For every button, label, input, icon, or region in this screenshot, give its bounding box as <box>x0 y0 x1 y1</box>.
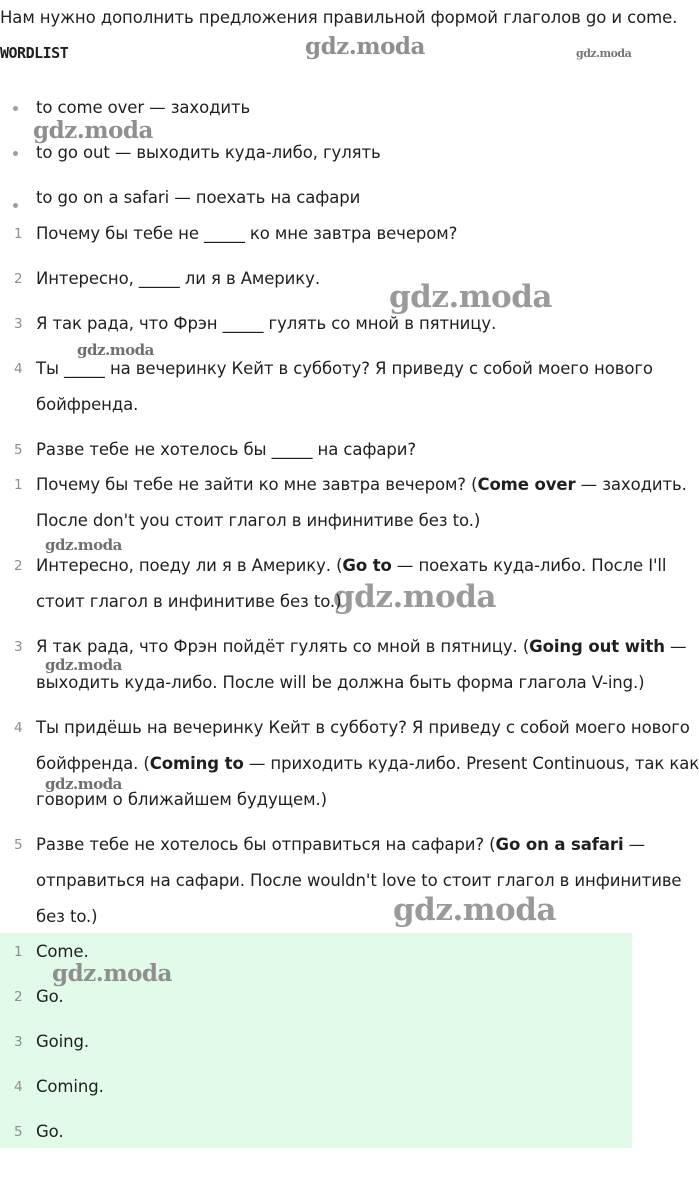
answer-number: 4 <box>14 1079 23 1095</box>
answer-number: 1 <box>14 944 23 960</box>
task-text: Почему бы тебе не _____ ко мне завтра вечером? <box>36 224 458 243</box>
watermark: gdz.moda <box>305 33 425 60</box>
watermark: gdz.moda <box>389 279 552 315</box>
task-number: 2 <box>14 271 23 287</box>
explanation-text: бойфренда. (Coming to — приходить куда-либо. Present Continuous, так как <box>36 754 699 773</box>
explanation-text: выходить куда-либо. После will be должна быть форма глагола V-ing.) <box>36 673 645 692</box>
task-number: 3 <box>14 316 23 332</box>
explanation-text: без to.) <box>36 907 98 926</box>
explanation-text: Я так рада, что Фрэн пойдёт гулять со мной в пятницу. (Going out with — <box>36 637 687 656</box>
task-text: Я так рада, что Фрэн _____ гулять со мной в пятницу. <box>36 314 497 333</box>
task-text: Интересно, _____ ли я в Америку. <box>36 269 320 288</box>
task-text: бойфренда. <box>36 395 139 414</box>
bullet-icon <box>13 203 18 208</box>
explanation-number: 2 <box>14 558 23 574</box>
wordlist-item: to go on a safari — поехать на сафари <box>36 188 361 207</box>
answer-number: 3 <box>14 1034 23 1050</box>
explanation-text: Ты придёшь на вечеринку Кейт в субботу? Я приведу с собой моего нового <box>36 718 690 737</box>
explanation-number: 1 <box>14 477 23 493</box>
wordlist-item: to come over — заходить <box>36 98 251 117</box>
watermark: gdz.moda <box>576 47 632 60</box>
explanation-text: После don't you стоит глагол в инфинитиве без to.) <box>36 511 481 530</box>
watermark: gdz.moda <box>45 656 122 674</box>
explanation-text: говорим о ближайшем будущем.) <box>36 790 327 809</box>
bullet-icon <box>13 151 18 156</box>
watermark: gdz.moda <box>52 960 172 987</box>
answer-number: 5 <box>14 1124 23 1140</box>
explanation-text: отправиться на сафари. После wouldn't love to стоит глагол в инфинитиве <box>36 871 682 890</box>
watermark: gdz.moda <box>33 117 153 144</box>
watermark: gdz.moda <box>333 579 496 615</box>
watermark: gdz.moda <box>45 775 122 793</box>
answer-number: 2 <box>14 989 23 1005</box>
intro-text: Нам нужно дополнить предложения правильной формой глаголов go и come. <box>0 8 678 27</box>
answer-text: Go. <box>36 987 64 1006</box>
wordlist-title: WORDLIST <box>0 44 69 62</box>
task-text: Ты _____ на вечеринку Кейт в субботу? Я приведу с собой моего нового <box>36 359 653 378</box>
task-number: 1 <box>14 226 23 242</box>
answer-text: Come. <box>36 942 89 961</box>
answer-text: Go. <box>36 1122 64 1141</box>
watermark: gdz.moda <box>77 341 154 359</box>
explanation-number: 4 <box>14 720 23 736</box>
wordlist-item: to go out — выходить куда-либо, гулять <box>36 143 381 162</box>
explanation-text: Разве тебе не хотелось бы отправиться на сафари? (Go on a safari — <box>36 835 646 854</box>
task-number: 4 <box>14 361 23 377</box>
bullet-icon <box>13 106 18 111</box>
watermark: gdz.moda <box>393 892 556 928</box>
answer-text: Coming. <box>36 1077 104 1096</box>
explanation-text: Почему бы тебе не зайти ко мне завтра вечером? (Come over — заходить. <box>36 475 687 494</box>
watermark: gdz.moda <box>45 536 122 554</box>
explanation-number: 5 <box>14 837 23 853</box>
explanation-text: стоит глагол в инфинитиве без to.) <box>36 592 342 611</box>
answer-text: Going. <box>36 1032 90 1051</box>
explanation-text: Интересно, поеду ли я в Америку. (Go to — поехать куда-либо. После I'll <box>36 556 667 575</box>
task-number: 5 <box>14 442 23 458</box>
task-text: Разве тебе не хотелось бы _____ на сафари? <box>36 440 417 459</box>
explanation-number: 3 <box>14 639 23 655</box>
